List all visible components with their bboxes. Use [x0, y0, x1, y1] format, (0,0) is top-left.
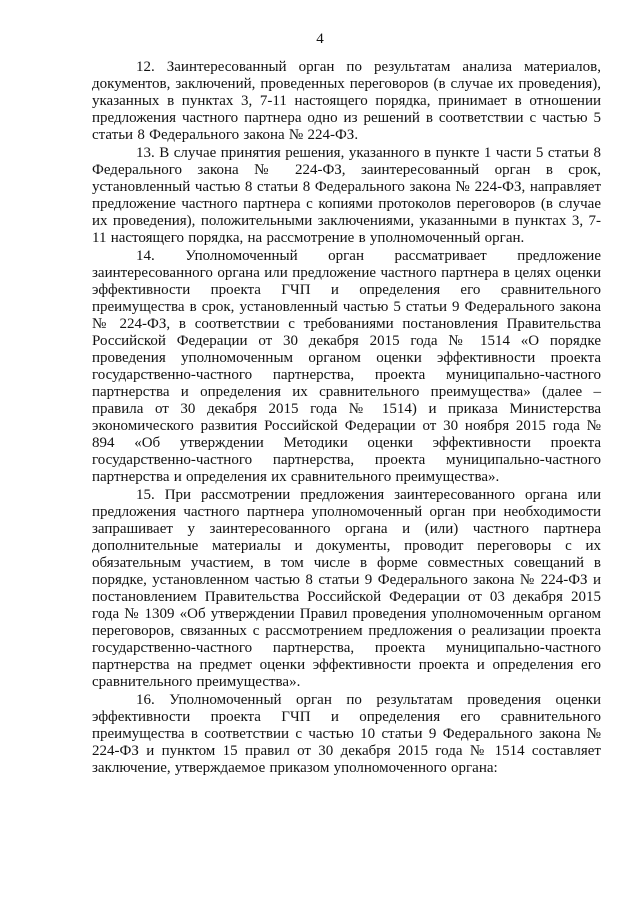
paragraph-14: 14. Уполномоченный орган рассматривает предложение заинтересованного органа или предложение частного партнера в целях оценки эффективности проекта ГЧП и определения его сравнительного преимущества в срок, установленный частью 5 статьи 9 Федерального закона № 224-ФЗ, в соответствии с требованиями постановления Правительства Российской Федерации от 30 декабря 2015 года № 1514 «О порядке проведения уполномоченным органом оценки эффективности проекта государственно-частного партнерства, проекта муниципально-частного партнерства и определения их сравнительного преимущества» (далее – правила от 30 декабря 2015 года № 1514) и приказа Министерства экономического развития Российской Федерации от 30 ноября 2015 года № 894 «Об утверждении Методики оценки эффективности проекта государственно-частного партнерства, проекта муниципально-частного партнерства и определения их сравнительного преимущества». [92, 248, 601, 485]
page-number: 4 [316, 31, 324, 47]
paragraph-16: 16. Уполномоченный орган по результатам проведения оценки эффективности проекта ГЧП и определения его сравнительного преимущества в соответствии с частью 10 статьи 9 Федерального закона № 224-ФЗ и пунктом 15 правил от 30 декабря 2015 года № 1514 составляет заключение, утверждаемое приказом уполномоченного органа: [92, 692, 601, 776]
paragraph-12: 12. Заинтересованный орган по результатам анализа материалов, документов, заключений, проведенных переговоров (в случае их проведения), указанных в пунктах 3, 7-11 настоящего порядка, принимает в отношении предложения частного партнера одно из решений в соответствии с частью 5 статьи 8 Федерального закона № 224-ФЗ. [92, 59, 601, 143]
document-body [92, 59, 601, 777]
paragraph-15: 15. При рассмотрении предложения заинтересованного органа или предложения частного партнера уполномоченный орган при необходимости запрашивает у заинтересованного органа и (или) частного партнера дополнительные материалы и документы, проводит переговоры с их обязательным участием, в том числе в форме совместных совещаний в порядке, установленном частью 8 статьи 9 Федерального закона № 224-ФЗ и постановлением Правительства Российской Федерации от 03 декабря 2015 года № 1309 «Об утверждении Правил проведения уполномоченным органом переговоров, связанных с рассмотрением предложения о реализации проекта государственно-частного партнерства, проекта муниципально-частного партнерства на предмет оценки эффективности проекта и определения его сравнительного преимущества». [92, 487, 601, 690]
paragraph-13: 13. В случае принятия решения, указанного в пункте 1 части 5 статьи 8 Федерального закона № 224-ФЗ, заинтересованный орган в срок, установленный частью 8 статьи 8 Федерального закона № 224-ФЗ, направляет предложение частного партнера с копиями протоколов переговоров (в случае их проведения), положительными заключениями, указанными в пунктах 3, 7-11 настоящего порядка, на рассмотрение в уполномоченный орган. [92, 145, 601, 246]
